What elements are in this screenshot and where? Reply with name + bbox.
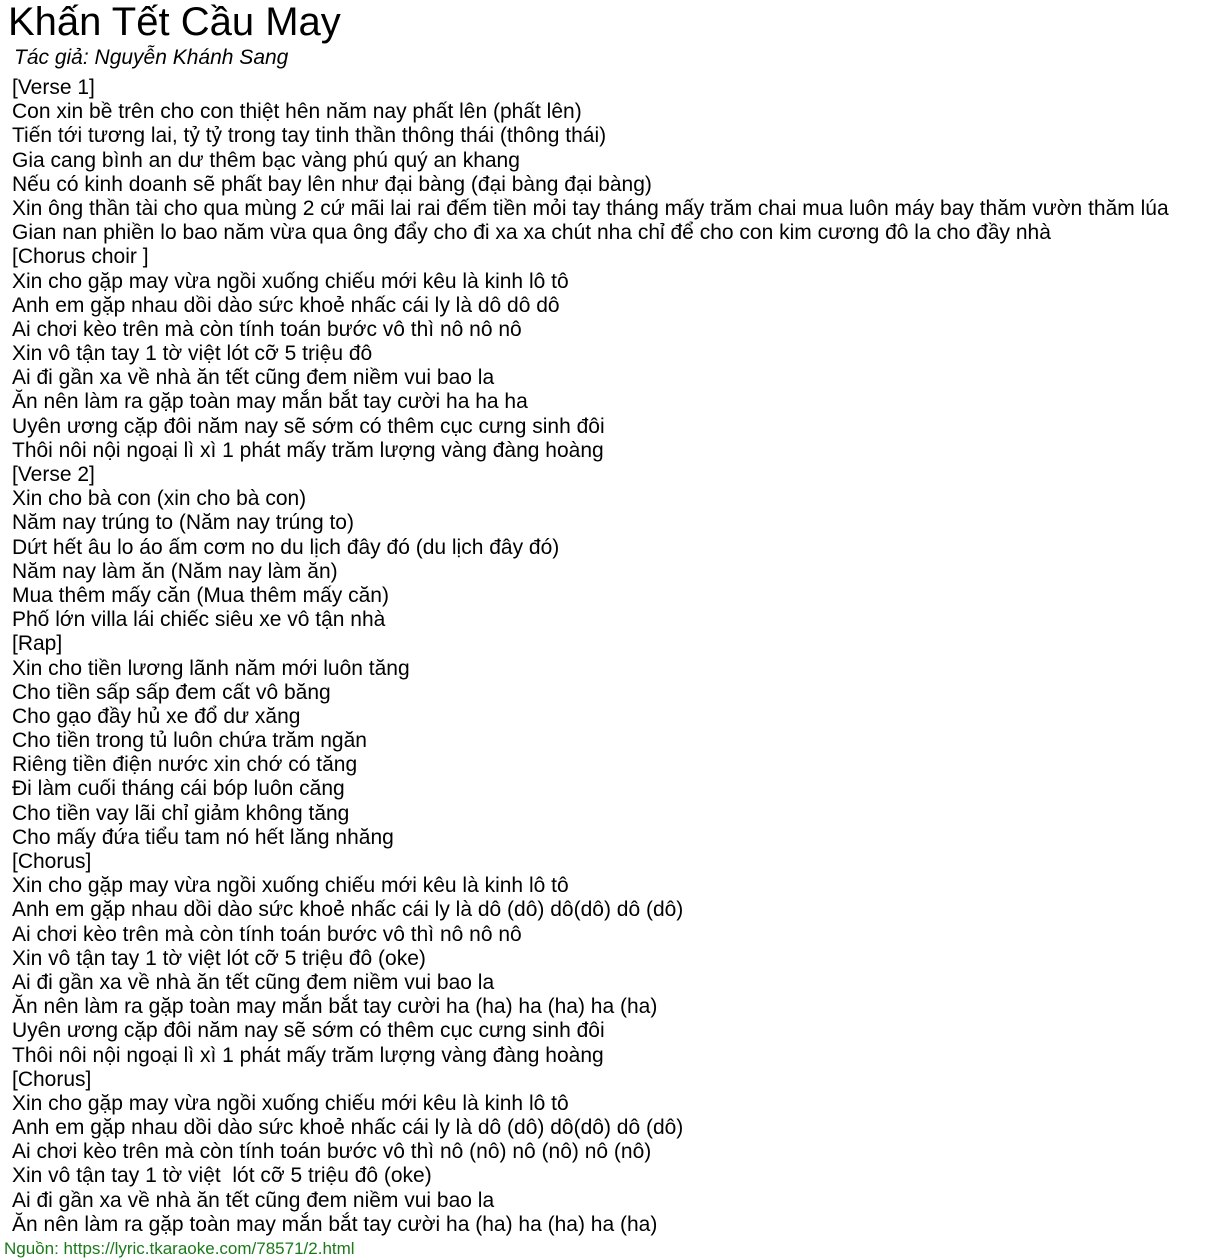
section-label: [Verse 2] [12, 463, 95, 486]
lyric-line: Con xin bề trên cho con thiệt hên năm nay phất lên (phất lên) [12, 100, 582, 124]
lyric-line: Ăn nên làm ra gặp toàn may mắn bắt tay cười ha (ha) ha (ha) ha (ha) [12, 995, 658, 1019]
lyric-line: Ai chơi kèo trên mà còn tính toán bước vô thì nô (nô) nô (nô) nô (nô) [12, 1140, 652, 1164]
lyric-line: Ăn nên làm ra gặp toàn may mắn bắt tay cười ha (ha) ha (ha) ha (ha) [12, 1212, 658, 1236]
lyric-line: Phố lớn villa lái chiếc siêu xe vô tận nhà [12, 608, 386, 632]
lyric-line: Mua thêm mấy căn (Mua thêm mấy căn) [12, 583, 389, 607]
lyric-line: Riêng tiền điện nước xin chớ có tăng [12, 753, 358, 777]
lyric-line: Xin vô tận tay 1 tờ việt lót cỡ 5 triệu đô (oke) [12, 946, 426, 970]
lyric-line: Ai đi gần xa về nhà ăn tết cũng đem niềm vui bao la [12, 366, 495, 390]
lyric-line: Ai đi gần xa về nhà ăn tết cũng đem niềm vui bao la [12, 970, 495, 994]
lyric-line: Năm nay làm ăn (Năm nay làm ăn) [12, 559, 338, 583]
section-label: [Chorus choir ] [12, 245, 149, 269]
lyric-line: Tiến tới tương lai, tỷ tỷ trong tay tinh thần thông thái (thông thái) [12, 124, 607, 148]
lyric-line: Cho gạo đầy hủ xe đổ dư xăng [12, 704, 301, 728]
lyric-line: Xin vô tận tay 1 tờ việt lót cỡ 5 triệu đô (oke) [12, 1164, 432, 1188]
lyric-line: Cho tiền vay lãi chỉ giảm không tăng [12, 801, 350, 825]
lyric-line: Anh em gặp nhau dồi dào sức khoẻ nhấc cái ly là dô dô dô [12, 293, 560, 317]
lyric-line: Xin cho gặp may vừa ngồi xuống chiếu mới kêu là kinh lô tô [12, 269, 569, 293]
lyric-line: Xin cho tiền lương lãnh năm mới luôn tăng [12, 656, 410, 680]
section-label: [Rap] [12, 632, 63, 656]
lyric-line: Gia cang bình an dư thêm bạc vàng phú quý an khang [12, 148, 520, 172]
lyric-line: Đi làm cuối tháng cái bóp luôn căng [12, 777, 345, 801]
lyric-line: Thôi nôi nội ngoại lì xì 1 phát mấy trăm lượng vàng đàng hoàng [12, 438, 604, 462]
page-title: Khấn Tết Cầu May [8, 0, 341, 44]
lyric-line: Ăn nên làm ra gặp toàn may mắn bắt tay cười ha ha ha [12, 390, 528, 414]
lyric-line: Ai đi gần xa về nhà ăn tết cũng đem niềm vui bao la [12, 1188, 495, 1212]
lyric-line: Thôi nôi nội ngoại lì xì 1 phát mấy trăm lượng vàng đàng hoàng [12, 1043, 604, 1067]
lyric-line: Ai chơi kèo trên mà còn tính toán bước vô thì nô nô nô [12, 317, 522, 341]
lyric-line: Xin ông thần tài cho qua mùng 2 cứ mãi lai rai đếm tiền mỏi tay tháng mấy trăm chai mua luôn máy bay thăm vườn thăm lúa [12, 196, 1169, 220]
lyric-line: Xin cho gặp may vừa ngồi xuống chiếu mới kêu là kinh lô tô [12, 874, 569, 898]
lyric-line: Uyên ương cặp đôi năm nay sẽ sớm có thêm cục cưng sinh đôi [12, 414, 605, 438]
lyric-line: Ai chơi kèo trên mà còn tính toán bước vô thì nô nô nô [12, 922, 522, 946]
lyric-line: Xin vô tận tay 1 tờ việt lót cỡ 5 triệu đô [12, 342, 373, 366]
lyric-line: Anh em gặp nhau dồi dào sức khoẻ nhấc cái ly là dô (dô) dô(dô) dô (dô) [12, 1116, 684, 1140]
author-credit: Tác giả: Nguyễn Khánh Sang [14, 46, 289, 69]
source-link[interactable]: Nguồn: https://lyric.tkaraoke.com/78571/2.html [4, 1239, 355, 1258]
section-label: [Chorus] [12, 1067, 92, 1091]
section-label: [Verse 1] [12, 76, 95, 99]
lyric-line: Cho tiền sấp sấp đem cất vô băng [12, 680, 331, 704]
lyric-line: Xin cho gặp may vừa ngồi xuống chiếu mới kêu là kinh lô tô [12, 1091, 569, 1115]
lyric-line: Dứt hết âu lo áo ấm cơm no du lịch đây đó (du lịch đây đó) [12, 535, 560, 559]
lyric-line: Nếu có kinh doanh sẽ phất bay lên như đại bàng (đại bàng đại bàng) [12, 172, 652, 196]
lyric-line: Uyên ương cặp đôi năm nay sẽ sớm có thêm cục cưng sinh đôi [12, 1019, 605, 1043]
lyric-line: Cho tiền trong tủ luôn chứa trăm ngăn [12, 729, 367, 753]
section-label: [Chorus] [12, 850, 92, 873]
lyric-line: Năm nay trúng to (Năm nay trúng to) [12, 511, 354, 535]
lyrics-list [12, 76, 1169, 1237]
lyric-line: Anh em gặp nhau dồi dào sức khoẻ nhấc cái ly là dô (dô) dô(dô) dô (dô) [12, 898, 684, 922]
lyric-line: Cho mấy đứa tiểu tam nó hết lăng nhăng [12, 825, 394, 849]
lyric-line: Xin cho bà con (xin cho bà con) [12, 487, 307, 511]
lyric-line: Gian nan phiền lo bao năm vừa qua ông đẩy cho đi xa xa chút nha chỉ để cho con kim cương đô la cho đầy nhà [12, 221, 1051, 245]
